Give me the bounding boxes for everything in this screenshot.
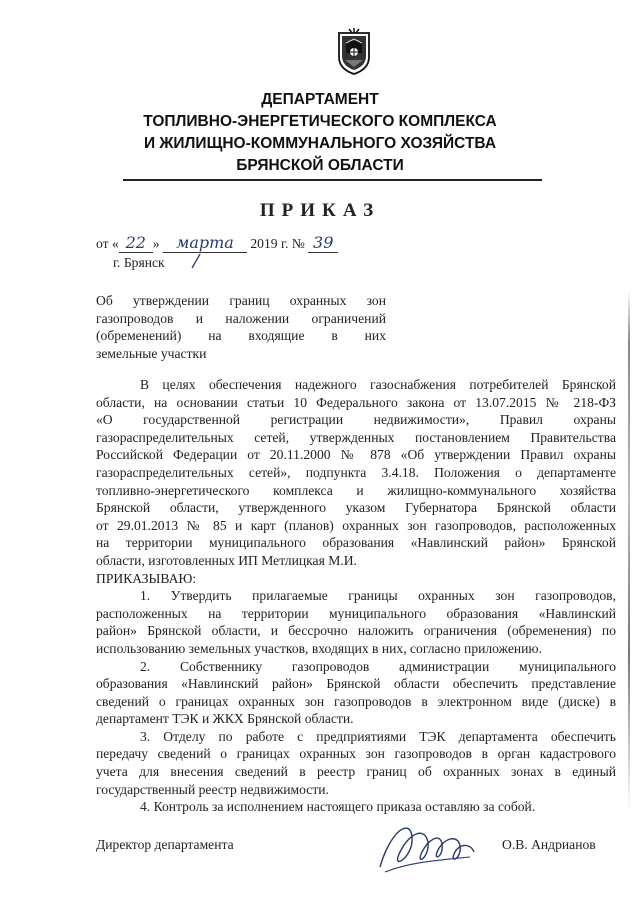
item-4: 4. Контроль за исполнением настоящего приказа оставляю за собой.	[140, 799, 536, 815]
item-1-line: расположенных на территории муниципального образования «Навлинский	[96, 605, 616, 621]
item-2-line: сведений о границах охранных зон газопроводов в электронном виде (диске) в	[96, 693, 616, 709]
header-line-3: И ЖИЛИЩНО-КОММУНАЛЬНОГО ХОЗЯЙСТВА	[143, 135, 497, 152]
header-line-4: БРЯНСКОЙ ОБЛАСТИ	[236, 157, 404, 174]
signature-name: О.В. Андрианов	[502, 837, 596, 852]
coat-of-arms-emblem	[337, 27, 371, 75]
header-line-1: ДЕПАРТАМЕНТ	[261, 91, 379, 108]
preamble-line: «О государственной регистрации недвижимости», Правил охраны	[96, 412, 616, 428]
number-label: №	[291, 236, 305, 251]
date-separator: »	[152, 236, 160, 251]
date-year: 2019 г.	[250, 236, 289, 251]
subject-line: Об утверждении границ охранных зон	[96, 293, 386, 308]
order-word: ПРИКАЗЫВАЮ:	[96, 570, 197, 586]
order-city: г. Брянск	[113, 255, 165, 270]
preamble-line: на территории муниципального образования «Навлинский район» Брянской	[96, 535, 616, 551]
item-3-line: учета для внесения сведений в реестр границ об охранных зонах в единый	[96, 764, 616, 780]
order-number: 39	[308, 234, 338, 253]
item-3-line: государственный реестр недвижимости.	[96, 781, 329, 797]
subject-line: газопроводов и наложении ограничений	[96, 310, 386, 326]
handwritten-signature	[370, 812, 480, 887]
preamble-line: области, изготовленных ИП Метлицкая М.И.	[96, 552, 357, 568]
header-divider	[123, 179, 542, 181]
item-1-line: район» Брянской области, и бессрочно наложить ограничения (обременения) по	[96, 623, 616, 639]
scan-edge-artifact	[628, 290, 630, 810]
preamble-line: топливно-энергетического комплекса и жилищно-коммунального хозяйства	[96, 482, 616, 498]
preamble-line: области, на основании статьи 10 Федерального закона от 13.07.2015 № 218-ФЗ	[96, 394, 616, 410]
preamble-line: Российской Федерации от 20.11.2000 № 878 «Об утверждении Правил охраны	[96, 447, 616, 463]
header-line-2: ТОПЛИВНО-ЭНЕРГЕТИЧЕСКОГО КОМПЛЕКСА	[143, 113, 497, 130]
date-prefix: от «	[96, 236, 119, 251]
subject-line: земельные участки	[96, 345, 207, 361]
item-2-line: департамент ТЭК и ЖКХ Брянской области.	[96, 711, 354, 727]
item-3	[96, 728, 616, 798]
item-3-line: 3. Отделу по работе с предприятиями ТЭК департамента обеспечить	[140, 728, 616, 744]
item-1-line: использованию земельных участков, входящих в них, согласно приложению.	[96, 640, 542, 656]
item-3-line: передачу сведений о границах охранных зон газопроводов в орган кадастрового	[96, 746, 616, 762]
preamble-line: газораспределительных сетей», подпункта 3.4.18. Положения о департаменте	[96, 464, 616, 480]
date-day: 22	[119, 234, 153, 253]
order-date-line	[96, 234, 396, 253]
city-handwritten-stroke	[188, 252, 204, 275]
item-1-line: 1. Утвердить прилагаемые границы охранных зон газопроводов,	[140, 588, 616, 604]
document-title: ПРИКАЗ	[259, 200, 381, 221]
item-1	[96, 587, 616, 657]
subject-line: (обременений) на входящие в них	[96, 328, 386, 344]
preamble-line: Брянской области, утвержденного указом Губернатора Брянской области	[96, 500, 616, 516]
signature-position: Директор департамента	[96, 837, 234, 852]
item-2-line: 2. Собственнику газопроводов администрации муниципального	[140, 658, 616, 674]
date-month: марта	[163, 234, 247, 253]
preamble-line: В целях обеспечения надежного газоснабжения потребителей Брянской	[140, 377, 616, 392]
preamble-line: от 29.01.2013 № 85 и карт (планов) охранных зон газопроводов, расположенных	[96, 517, 616, 533]
document-body	[96, 376, 616, 816]
subject-block	[96, 292, 386, 362]
item-2-line: образования «Навлинский район» Брянской области обеспечить представление	[96, 676, 616, 692]
preamble-line: газораспределительных сетей, утвержденных постановлением Правительства	[96, 429, 616, 445]
preamble-paragraph	[96, 376, 616, 570]
item-2	[96, 658, 616, 728]
